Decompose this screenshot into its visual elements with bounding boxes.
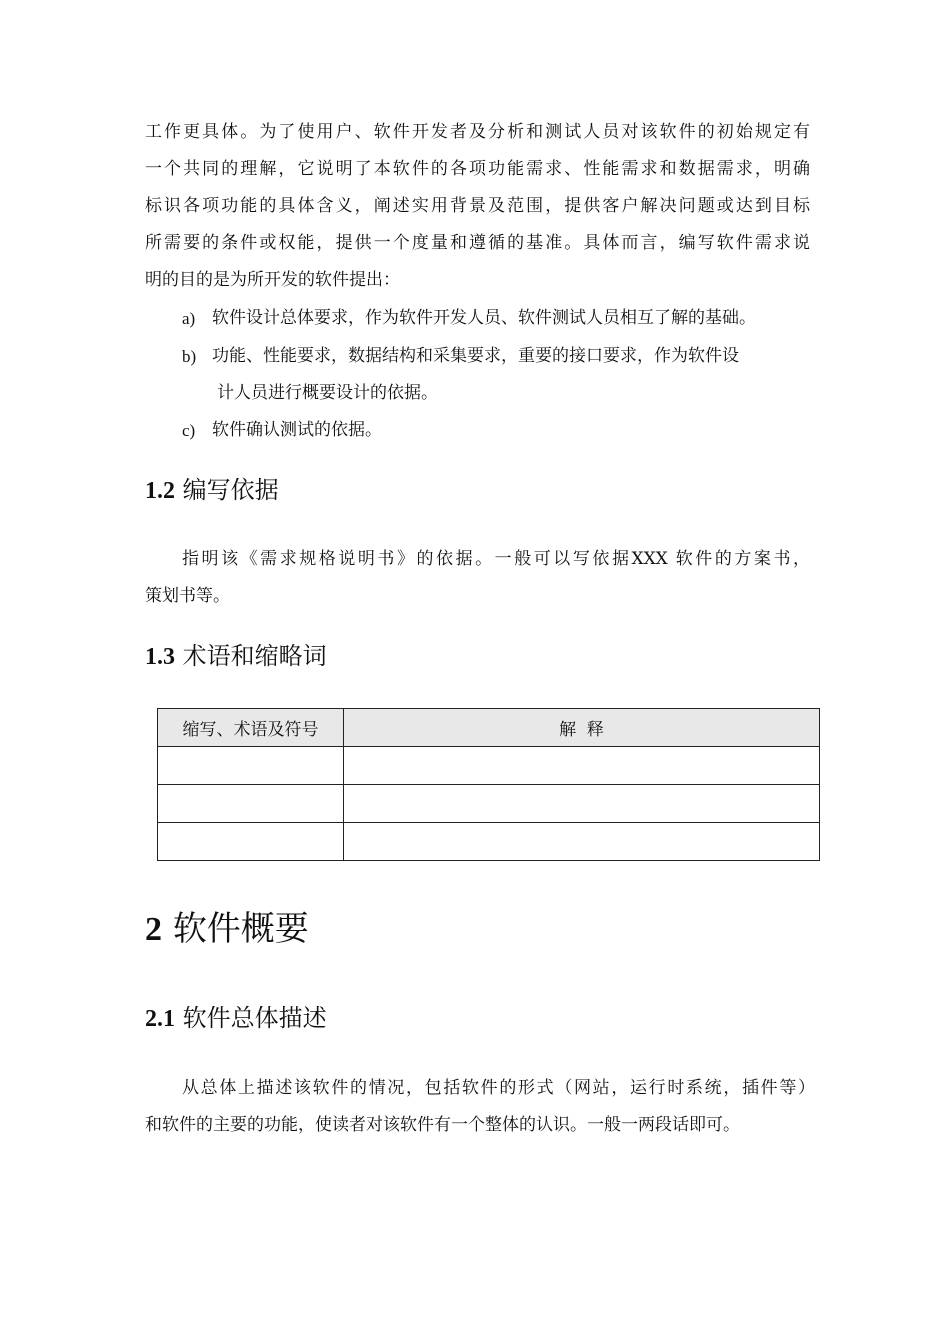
intro-line: 明的目的是为所开发的软件提出： <box>145 270 400 290</box>
chapter-number: 2 <box>145 911 162 948</box>
section-2-1-paragraph <box>145 1070 815 1144</box>
intro-line: 所需要的条件或权能，提供一个度量和遵循的基准。具体而言，编写软件需求说 <box>145 233 810 253</box>
section-heading-2-1 <box>145 1003 327 1034</box>
intro-line: 工作更具体。为了使用户、软件开发者及分析和测试人员对该软件的初始规定有 <box>145 122 810 142</box>
table-row <box>158 823 820 861</box>
table-cell <box>344 747 820 785</box>
table-row <box>158 785 820 823</box>
table-cell <box>158 785 344 823</box>
paragraph-line: 指明该《需求规格说明书》的依据。一般可以写依据XXX 软件的方案书， <box>182 549 810 569</box>
section-number: 1.3 <box>145 644 175 670</box>
terms-table <box>157 708 820 861</box>
table-cell <box>344 823 820 861</box>
table-header-explanation: 解 释 <box>344 709 820 747</box>
section-heading-1-2 <box>145 475 279 506</box>
list-item-text: 计人员进行概要设计的依据。 <box>217 383 438 403</box>
paragraph-line: 和软件的主要的功能，使读者对该软件有一个整体的认识。一般一两段话即可。 <box>145 1115 740 1135</box>
paragraph-line: 策划书等。 <box>145 586 230 606</box>
table-cell <box>158 823 344 861</box>
list-item-b <box>182 338 812 412</box>
table-cell <box>158 747 344 785</box>
section-heading-1-3 <box>145 641 327 672</box>
paragraph-line: 从总体上描述该软件的情况，包括软件的形式（网站，运行时系统，插件等） <box>182 1078 815 1098</box>
table-cell <box>344 785 820 823</box>
section-title: 编写依据 <box>182 476 279 504</box>
list-item-text: 软件设计总体要求，作为软件开发人员、软件测试人员相互了解的基础。 <box>212 308 756 328</box>
table-row <box>158 747 820 785</box>
table-header-term: 缩写、术语及符号 <box>158 709 344 747</box>
intro-paragraph <box>145 114 810 299</box>
section-title: 软件总体描述 <box>182 1004 327 1032</box>
intro-line: 一个共同的理解，它说明了本软件的各项功能需求、性能需求和数据需求，明确 <box>145 159 810 179</box>
list-item-text: 软件确认测试的依据。 <box>212 420 382 440</box>
intro-line: 标识各项功能的具体含义，阐述实用背景及范围，提供客户解决问题或达到目标 <box>145 196 810 216</box>
section-number: 1.2 <box>145 478 175 504</box>
list-marker: c) <box>182 421 196 440</box>
section-number: 2.1 <box>145 1006 175 1032</box>
chapter-title: 软件概要 <box>172 909 309 949</box>
list-marker: b) <box>182 347 197 366</box>
section-title: 术语和缩略词 <box>182 642 327 670</box>
chapter-heading-2 <box>145 907 309 952</box>
list-item-a <box>182 300 812 337</box>
section-1-2-paragraph <box>145 541 810 615</box>
list-item-text: 功能、性能要求，数据结构和采集要求，重要的接口要求，作为软件设 <box>212 346 739 366</box>
list-marker: a) <box>182 309 196 328</box>
table-header-row <box>158 709 820 747</box>
list-item-c <box>182 412 812 449</box>
